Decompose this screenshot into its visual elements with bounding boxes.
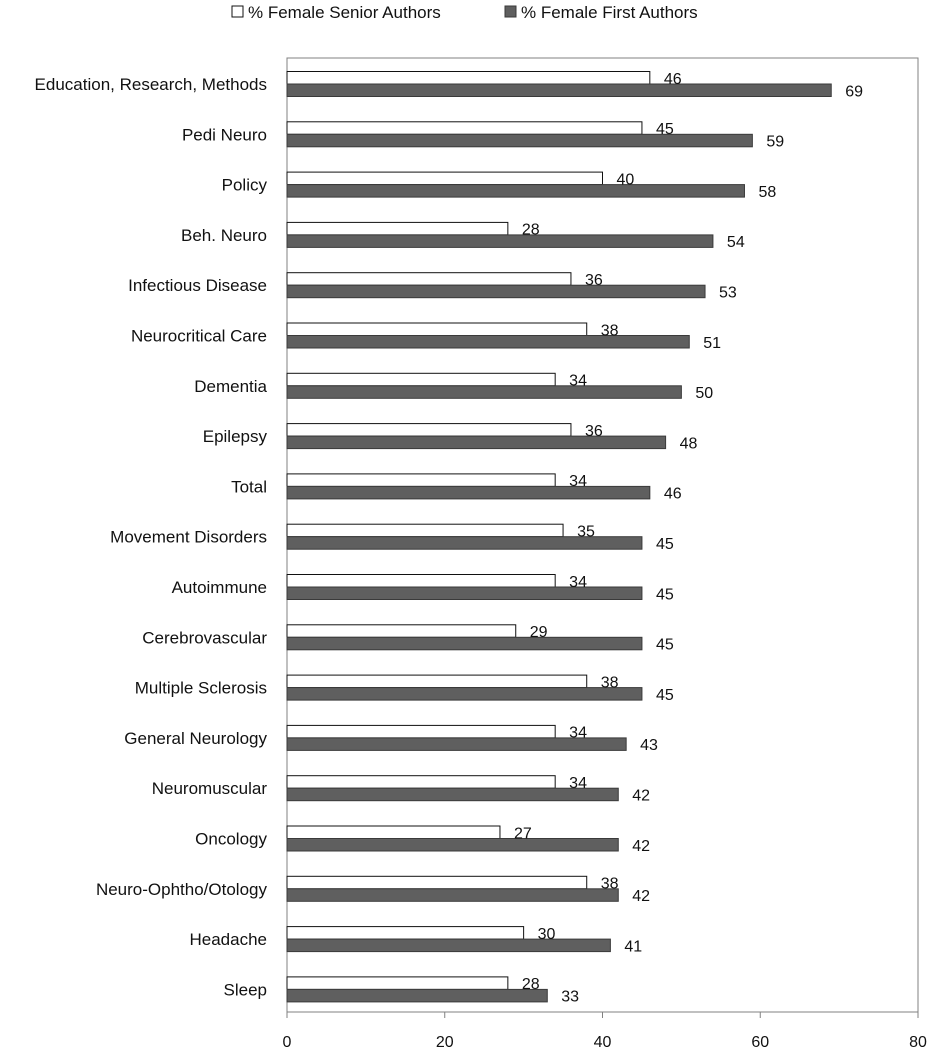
bar-first-authors: [287, 939, 610, 952]
bar-senior-authors: [287, 122, 642, 135]
legend: [232, 3, 698, 22]
value-label-first: 51: [703, 334, 722, 352]
value-label-senior: 34: [569, 372, 587, 390]
value-label-first: 45: [655, 535, 674, 553]
bar-senior-authors: [287, 373, 555, 386]
value-label-senior: 35: [577, 523, 595, 541]
value-label-senior: 34: [569, 473, 587, 491]
bar-first-authors: [287, 889, 618, 902]
category-label: Neurocritical Care: [130, 326, 267, 346]
category-labels: [35, 75, 268, 999]
bar-senior-authors: [287, 575, 555, 588]
bar-senior-authors: [287, 876, 587, 889]
value-label-senior: 38: [600, 674, 619, 692]
value-label-senior: 40: [616, 171, 635, 189]
value-label-senior: 38: [600, 322, 619, 340]
bars: [287, 72, 831, 1002]
x-tick-label: 80: [909, 1034, 927, 1051]
category-label: Pedi Neuro: [181, 125, 267, 145]
bar-first-authors: [287, 839, 618, 852]
bar-senior-authors: [287, 424, 571, 437]
legend-label: % Female First Authors: [521, 3, 698, 22]
category-label: Neuro-Ophtho/Otology: [95, 879, 267, 899]
value-label-senior: 34: [569, 774, 587, 792]
bar-first-authors: [287, 336, 689, 349]
value-label-senior: 36: [584, 422, 603, 440]
value-label-first: 54: [726, 234, 745, 252]
bar-senior-authors: [287, 826, 500, 839]
value-label-first: 41: [624, 938, 643, 956]
value-label-senior: 38: [600, 875, 619, 893]
value-label-first: 58: [758, 183, 777, 201]
category-label: Multiple Sclerosis: [134, 678, 267, 698]
value-label-senior: 28: [521, 976, 540, 994]
bar-senior-authors: [287, 524, 563, 537]
category-label: Infectious Disease: [128, 276, 267, 296]
value-label-senior: 46: [663, 70, 682, 88]
bar-senior-authors: [287, 977, 508, 990]
bar-first-authors: [287, 134, 752, 147]
category-label: Education, Research, Methods: [34, 75, 267, 94]
bar-first-authors: [287, 285, 705, 298]
bar-first-authors: [287, 235, 713, 248]
legend-item-senior: [232, 3, 441, 22]
bar-first-authors: [287, 185, 744, 198]
category-label: General Neurology: [124, 728, 267, 748]
category-label: Sleep: [223, 980, 267, 1000]
legend-item-first: [505, 3, 698, 22]
bar-senior-authors: [287, 675, 587, 688]
legend-swatch: [232, 6, 243, 17]
bar-first-authors: [287, 989, 547, 1002]
value-label-senior: 36: [584, 271, 603, 289]
x-tick-label: 20: [435, 1034, 454, 1051]
value-label-senior: 30: [537, 925, 556, 943]
x-axis: [283, 1012, 927, 1051]
value-label-first: 42: [632, 787, 651, 805]
value-label-senior: 34: [569, 724, 587, 742]
value-label-first: 45: [655, 586, 674, 604]
bar-senior-authors: [287, 72, 650, 85]
legend-label: % Female Senior Authors: [248, 3, 441, 22]
category-label: Total: [231, 477, 267, 497]
category-label: Headache: [189, 930, 267, 950]
bar-senior-authors: [287, 927, 524, 940]
category-label: Movement Disorders: [110, 527, 267, 547]
value-label-senior: 29: [529, 624, 548, 642]
bar-first-authors: [287, 688, 642, 701]
bar-first-authors: [287, 637, 642, 650]
bar-first-authors: [287, 587, 642, 600]
value-label-senior: 27: [513, 825, 532, 843]
bar-senior-authors: [287, 172, 603, 185]
value-label-first: 59: [766, 133, 785, 151]
value-label-senior: 34: [569, 573, 587, 591]
bar-first-authors: [287, 486, 650, 499]
value-label-first: 48: [679, 435, 698, 453]
value-label-first: 42: [632, 837, 651, 855]
category-label: Dementia: [194, 376, 267, 396]
value-label-first: 53: [719, 284, 737, 302]
category-label: Oncology: [195, 829, 267, 849]
legend-swatch: [505, 6, 516, 17]
category-label: Neuromuscular: [151, 779, 267, 799]
bar-first-authors: [287, 386, 681, 399]
bar-senior-authors: [287, 725, 555, 738]
value-label-senior: 28: [521, 221, 540, 239]
bar-first-authors: [287, 436, 666, 449]
category-label: Cerebrovascular: [142, 628, 267, 648]
x-tick-label: 0: [282, 1034, 292, 1051]
bar-senior-authors: [287, 625, 516, 638]
value-label-first: 50: [695, 385, 714, 403]
value-label-first: 43: [640, 737, 658, 755]
value-label-senior: 45: [655, 121, 674, 139]
bar-senior-authors: [287, 474, 555, 487]
bar-senior-authors: [287, 776, 555, 789]
bar-senior-authors: [287, 222, 508, 235]
bar-senior-authors: [287, 323, 587, 336]
category-label: Epilepsy: [202, 427, 267, 447]
bar-first-authors: [287, 84, 831, 97]
bar-senior-authors: [287, 273, 571, 286]
category-label: Autoimmune: [171, 578, 267, 597]
category-label: Policy: [221, 175, 267, 195]
value-label-first: 69: [845, 83, 864, 101]
value-label-first: 46: [663, 485, 682, 503]
value-label-first: 45: [655, 636, 674, 654]
value-label-first: 45: [655, 686, 674, 704]
value-label-first: 33: [561, 988, 580, 1006]
x-tick-label: 40: [593, 1034, 612, 1051]
x-tick-label: 60: [751, 1034, 770, 1051]
value-label-first: 42: [632, 888, 651, 906]
category-label: Beh. Neuro: [181, 225, 267, 245]
